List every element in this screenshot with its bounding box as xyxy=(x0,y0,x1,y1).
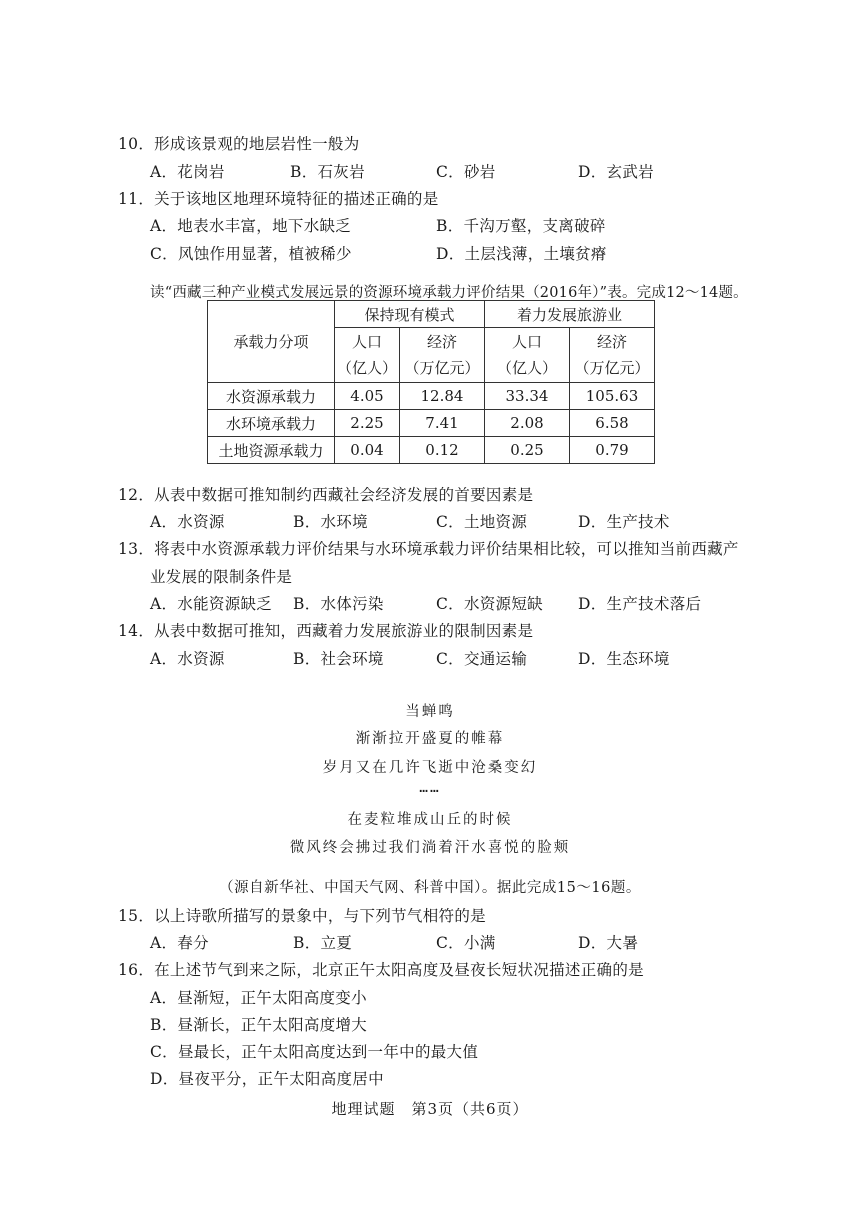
q15-stem: 15．以上诗歌所描写的景象中，与下列节气相符的是 xyxy=(118,907,486,925)
q14-option-a: A．水资源 xyxy=(150,650,225,668)
page-footer: 地理试题 第3页（共6页） xyxy=(331,1100,529,1118)
q11-option-b: B．千沟万壑，支离破碎 xyxy=(436,217,606,235)
subheader-line1: 经济 xyxy=(426,333,457,351)
table-row xyxy=(208,410,655,437)
poem-line-1: 当蝉鸣 xyxy=(405,704,455,720)
table-cell: 6.58 xyxy=(570,410,655,437)
q10-option-a: A．花岗岩 xyxy=(150,163,225,181)
carrying-capacity-table xyxy=(207,300,655,464)
subheader-line2: （万亿元） xyxy=(574,359,650,377)
q11-option-c: C．风蚀作用显著，植被稀少 xyxy=(150,245,352,263)
poem-source: （源自新华社、中国天气网、科普中国）。据此完成15～16题。 xyxy=(219,880,641,896)
subheader-pop-2 xyxy=(485,328,570,383)
poem-line-5: 微风终会拂过我们淌着汗水喜悦的脸颊 xyxy=(289,840,571,856)
q16-option-b: B．昼渐长，正午太阳高度增大 xyxy=(150,1016,368,1034)
q16-option-c: C．昼最长，正午太阳高度达到一年中的最大值 xyxy=(150,1043,479,1061)
subheader-line2: （万亿元） xyxy=(404,359,480,377)
row-label: 土地资源承载力 xyxy=(208,437,335,464)
subheader-line2: （亿人） xyxy=(336,359,397,377)
q13-option-b: B．水体污染 xyxy=(293,595,384,613)
q15-option-b: B．立夏 xyxy=(293,934,353,952)
q12-option-d: D．生产技术 xyxy=(578,513,670,531)
row-label: 水资源承载力 xyxy=(208,383,335,410)
table-cell: 7.41 xyxy=(400,410,485,437)
subheader-line1: 人口 xyxy=(351,333,382,351)
group-header-tourism: 着力发展旅游业 xyxy=(485,301,655,328)
table-cell: 33.34 xyxy=(485,383,570,410)
q13-option-a: A．水能资源缺乏 xyxy=(150,595,273,613)
table-intro: 读“西藏三种产业模式发展远景的资源环境承载力评价结果（2016年）”表。完成12～14题。 xyxy=(150,285,748,301)
row-label: 水环境承载力 xyxy=(208,410,335,437)
table-cell: 0.12 xyxy=(400,437,485,464)
q12-option-a: A．水资源 xyxy=(150,513,225,531)
q14-option-b: B．社会环境 xyxy=(293,650,384,668)
q10-option-c: C．砂岩 xyxy=(436,163,496,181)
table-cell: 105.63 xyxy=(570,383,655,410)
subheader-line1: 人口 xyxy=(511,333,542,351)
table-cell: 2.08 xyxy=(485,410,570,437)
q12-stem: 12．从表中数据可推知制约西藏社会经济发展的首要因素是 xyxy=(118,486,534,504)
poem-line-2: 渐渐拉开盛夏的帷幕 xyxy=(355,731,505,747)
q16-option-d: D．昼夜平分，正午太阳高度居中 xyxy=(150,1070,384,1088)
q14-stem: 14．从表中数据可推知，西藏着力发展旅游业的限制因素是 xyxy=(118,622,534,640)
q14-option-d: D．生态环境 xyxy=(578,650,670,668)
q13-option-c: C．水资源短缺 xyxy=(436,595,543,613)
q12-option-b: B．水环境 xyxy=(293,513,368,531)
table-cell: 0.04 xyxy=(335,437,400,464)
q14-option-c: C．交通运输 xyxy=(436,650,528,668)
q13-stem: 13．将表中水资源承载力评价结果与水环境承载力评价结果相比较，可以推知当前西藏产 xyxy=(118,540,739,558)
poem-ellipsis: …… xyxy=(419,780,441,796)
q13-stem-continued: 业发展的限制条件是 xyxy=(150,568,293,586)
table-cell: 2.25 xyxy=(335,410,400,437)
q10-option-d: D．玄武岩 xyxy=(578,163,654,181)
poem-line-4: 在麦粒堆成山丘的时候 xyxy=(347,812,513,828)
table-cell: 4.05 xyxy=(335,383,400,410)
table-cell: 0.79 xyxy=(570,437,655,464)
q11-option-d: D．土层浅薄，土壤贫瘠 xyxy=(436,245,607,263)
q11-stem: 11．关于该地区地理环境特征的描述正确的是 xyxy=(118,190,439,208)
table-row xyxy=(208,383,655,410)
table-cell: 0.25 xyxy=(485,437,570,464)
table-cell: 12.84 xyxy=(400,383,485,410)
q16-stem: 16．在上述节气到来之际，北京正午太阳高度及昼夜长短状况描述正确的是 xyxy=(118,961,644,979)
subheader-line1: 经济 xyxy=(596,333,627,351)
q12-option-c: C．土地资源 xyxy=(436,513,528,531)
group-header-current: 保持现有模式 xyxy=(335,301,485,328)
subheader-econ-1 xyxy=(400,328,485,383)
q10-stem: 10．形成该景观的地层岩性一般为 xyxy=(118,135,360,153)
q11-option-a: A．地表水丰富，地下水缺乏 xyxy=(150,217,352,235)
q15-option-a: A．春分 xyxy=(150,934,209,952)
subheader-line2: （亿人） xyxy=(496,359,557,377)
subheader-pop-1 xyxy=(335,328,400,383)
q15-option-d: D．大暑 xyxy=(578,934,639,952)
q13-option-d: D．生产技术落后 xyxy=(578,595,702,613)
table-row xyxy=(208,437,655,464)
subheader-econ-2 xyxy=(570,328,655,383)
q10-option-b: B．石灰岩 xyxy=(290,163,365,181)
poem-line-3: 岁月又在几许飞逝中沧桑变幻 xyxy=(322,760,538,776)
table-corner-header: 承载力分项 xyxy=(208,301,335,383)
q16-option-a: A．昼渐短，正午太阳高度变小 xyxy=(150,989,367,1007)
q15-option-c: C．小满 xyxy=(436,934,496,952)
